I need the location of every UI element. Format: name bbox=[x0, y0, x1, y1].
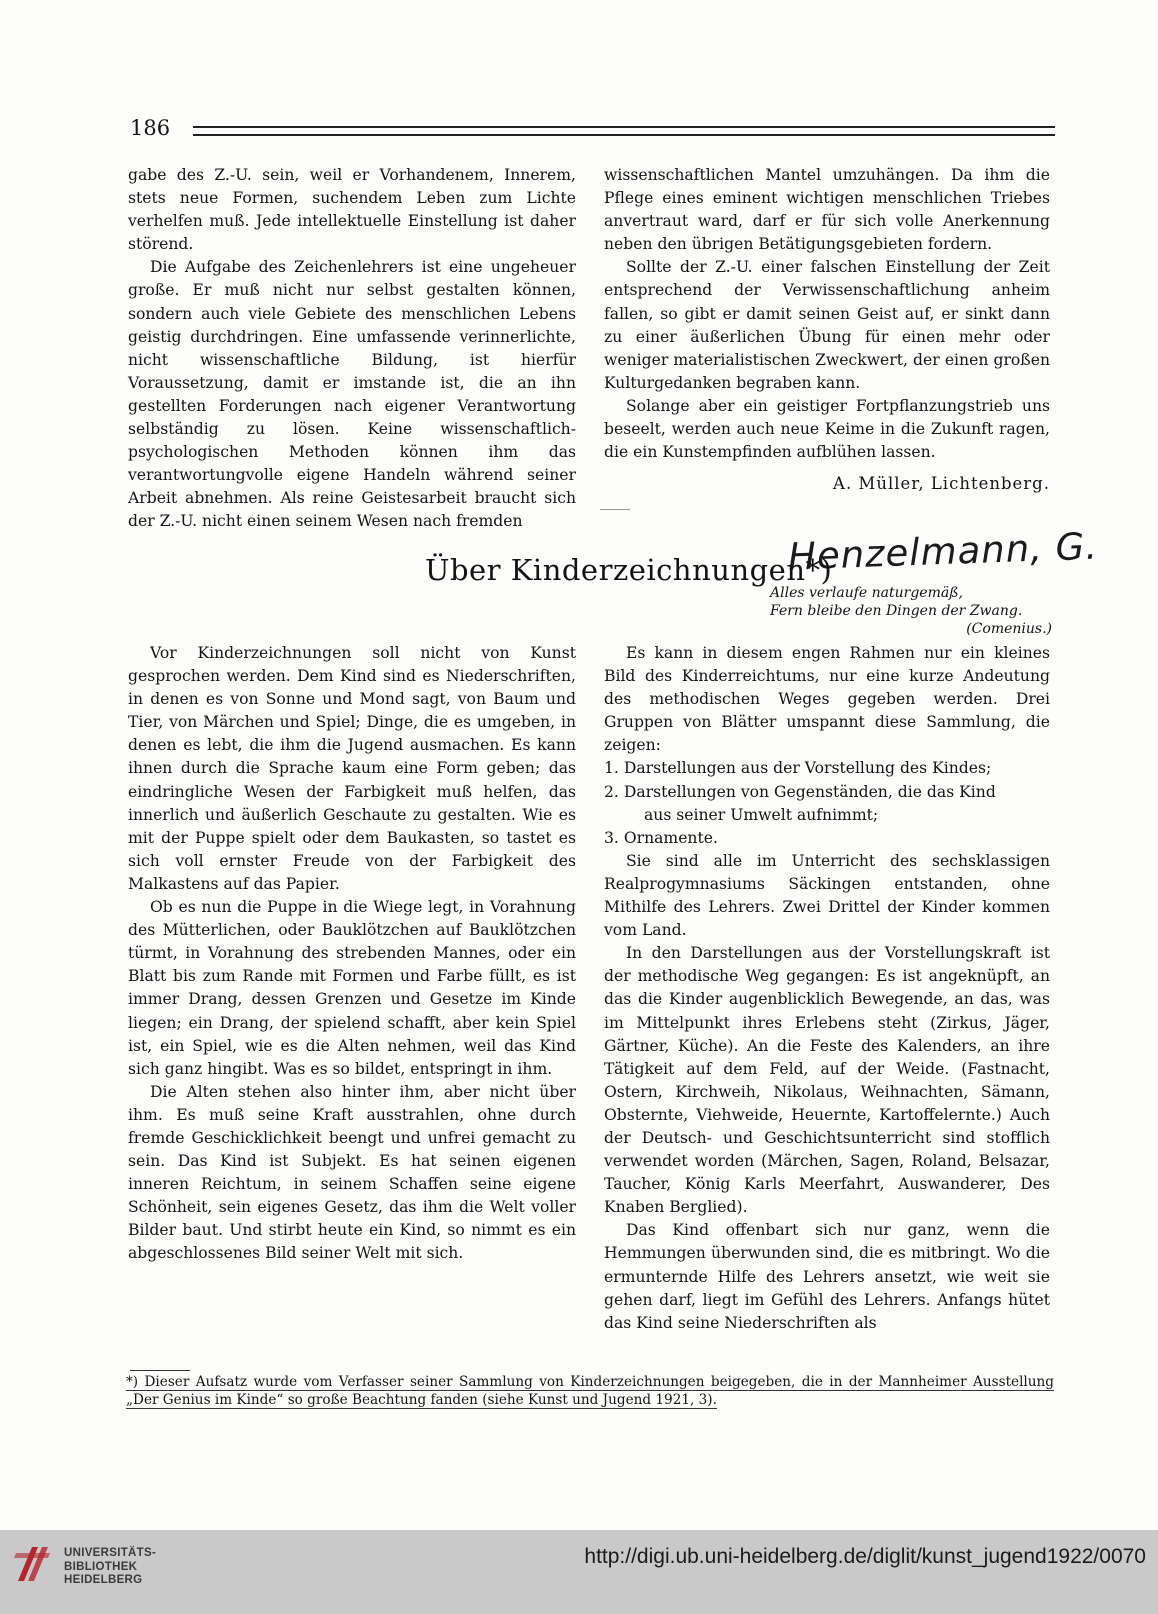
paragraph: Die Aufgabe des Zeichenlehrers ist eine ungeheuer große. Er muß nicht nur selbst gestalten können, sondern auch viele Gebiete des menschlichen Lebens geistig durchdringen. Eine umfassende verinnerlichte, nicht wissenschaftliche Bildung, ist hierfür Voraussetzung, damit er imstande ist, die an ihn gestellten Forderungen nach eigener Verantwortung selbständig zu lösen. Keine wissenschaftlich-psychologischen Methoden können ihm das verantwortungvolle eigene Handeln während seiner Arbeit abnehmen. Als reine Geistesarbeit braucht sich der Z.-U. nicht einen seinem Wesen nach fremden bbox=[128, 258, 576, 531]
bottom-right-column bbox=[604, 642, 1050, 1335]
article-title: Über Kinderzeichnungen*) bbox=[425, 553, 833, 587]
library-name-line: BIBLIOTHEK bbox=[64, 1560, 138, 1573]
paragraph: Das Kind offenbart sich nur ganz, wenn die Hemmungen überwunden sind, die es mitbringt. Wo die ermunternde Hilfe des Lehrers ansetzt, wie weit sie gehen darf, liegt im Gefühl des Lehrers. Anfangs hütet das Kind seine Niederschriften als bbox=[604, 1221, 1050, 1332]
library-name-line: HEIDELBERG bbox=[64, 1574, 143, 1586]
author-signature: A. Müller, Lichtenberg. bbox=[833, 474, 1050, 494]
motto-attribution: (Comenius.) bbox=[966, 621, 1052, 637]
permalink-url[interactable]: http://digi.ub.uni-heidelberg.de/diglit/kunst_jugend1922/0070 bbox=[584, 1545, 1146, 1568]
paragraph: Die Alten stehen also hinter ihm, aber nicht über ihm. Es muß seine Kraft ausstrahlen, ohne durch fremde Geschicklichkeit beengt und unfrei gemacht zu sein. Das Kind ist Subjekt. Es hat seinen eigenen inneren Reichtum, in seinem Schaffen seine eigene Schönheit, sein eigenes Gesetz, das ihm die Welt voller Bilder baut. Und stirbt heute ein Kind, so nimmt es ein abgeschlossenes Bild seiner Welt mit sich. bbox=[128, 1082, 576, 1263]
bottom-left-column bbox=[128, 642, 576, 1266]
library-logo-icon[interactable] bbox=[12, 1541, 56, 1585]
motto bbox=[770, 584, 1052, 638]
paragraph: gabe des Z.-U. sein, weil er Vorhandenem, Innerem, stets neue Formen, suchendem Leben zum Lichte verhelfen muß. Jede intellektuelle Einstellung ist daher störend. bbox=[128, 166, 576, 254]
motto-line: Alles verlaufe naturgemäß, bbox=[770, 585, 963, 601]
header-rule bbox=[193, 126, 1055, 136]
page-number: 186 bbox=[130, 116, 171, 140]
motto-line: Fern bleibe den Dingen der Zwang. bbox=[770, 603, 1023, 619]
library-name-line: UNIVERSITÄTS- bbox=[64, 1547, 157, 1559]
list-item: 1. Darstellungen aus der Vorstellung des Kindes; bbox=[604, 759, 992, 778]
paragraph: wissenschaftlichen Mantel umzuhängen. Da ihm die Pflege eines eminent wichtigen menschlichen Triebes anvertraut ward, darf er für sich volle Anerkennung neben den übrigen Betätigungsgebieten fordern. bbox=[604, 166, 1050, 254]
paragraph: In den Darstellungen aus der Vorstellungskraft ist der methodische Weg gegangen: Es ist angeknüpft, an das die Kinder augenblicklich Bewegende, an das, was im Mittelpunkt ihres Erlebens steht (Zirkus, Jäger, Gärtner, Küche). An die Feste des Kalenders, an ihre Tätigkeit auf dem Feld, auf der Weide. (Fastnacht, Ostern, Kirchweih, Nikolaus, Weihnachten, Sämann, Obsternte, Viehweide, Heuernte, Kartoffelernte.) Auch der Deutsch- und Geschichtsunterricht sind stofflich verwendet worden (Märchen, Sagen, Roland, Belsazar, Taucher, König Karls Meerfahrt, Auswanderer, Des Knaben Berglied). bbox=[604, 944, 1050, 1217]
footnote-rule bbox=[130, 1370, 190, 1371]
top-left-column bbox=[128, 164, 576, 534]
list-item: 3. Ornamente. bbox=[604, 828, 718, 847]
top-right-column bbox=[604, 164, 1050, 495]
footnote-text: *) Dieser Aufsatz wurde vom Verfasser seiner Sammlung von Kinderzeichnungen beigegeben, die in der Mannheimer Ausstellung „Der Genius im Kinde“ so große Beachtung fanden (siehe Kunst und Jugend 1921, 3). bbox=[126, 1374, 1054, 1408]
paragraph: Sie sind alle im Unterricht des sechsklassigen Realprogymnasiums Säckingen entstanden, ohne Mithilfe des Lehrers. Zwei Drittel der Kinder kommen vom Land. bbox=[604, 851, 1050, 940]
paragraph: Solange aber ein geistiger Fortpflanzungstrieb uns beseelt, werden auch neue Keime in die Zukunft ragen, die ein Kunstempfinden aufblühen lassen. bbox=[604, 396, 1050, 462]
paragraph: Ob es nun die Puppe in die Wiege legt, in Vorahnung des Mütterlichen, oder Bauklötzchen auf Bauklötzchen türmt, in Vorahnung des strebenden Mannes, oder ein Blatt bis zum Rande mit Formen und Farbe füllt, es ist immer Drang, dessen Grenzen und Gesetze im Kinde liegen; ein Drang, der spielend schafft, aber kein Spiel ist, ein Spiel, wie es die Alten nehmen, weil das Kind sich ganz hingibt. Was es so bildet, entspringt in ihm. bbox=[128, 898, 576, 1078]
paragraph: Vor Kinderzeichnungen soll nicht von Kunst gesprochen werden. Dem Kind sind es Niederschriften, in denen es von Sonne und Mond sagt, von Baum und Tier, von Märchen und Spiel; Dinge, die es umgeben, in denen es lebt, die ihm die Jugend ausmachen. Es kann ihnen durch die Sprache kaum eine Form geben; das eindringliche Wesen der Farbigkeit muß helfen, das innerlich und äußerlich Geschaute zu gestalten. Wie es mit der Puppe spielt oder dem Baukasten, so tastet es sich voll ernster Freude von der Farbigkeit des Malkastens auf das Papier. bbox=[128, 644, 576, 893]
library-name[interactable] bbox=[64, 1547, 156, 1588]
list-item: 2. Darstellungen von Gegenständen, die das Kind bbox=[604, 782, 996, 801]
handwritten-annotation: Henzelmann, G. bbox=[787, 524, 1099, 579]
list-item-continuation: aus seiner Umwelt aufnimmt; bbox=[644, 805, 879, 824]
viewer-footer bbox=[0, 1530, 1158, 1614]
paragraph: Sollte der Z.-U. einer falschen Einstellung der Zeit entsprechend der Verwissenschaftlichung anheim fallen, so gibt er damit seinen Geist auf, er sinkt dann zu einer äußerlichen Übung für einen mehr oder weniger materialistischen Zweckwert, der einen großen Kulturgedanken begraben kann. bbox=[604, 258, 1050, 392]
paragraph: Es kann in diesem engen Rahmen nur ein kleines Bild des Kinderreichtums, nur eine kurze Andeutung des methodischen Weges gegeben werden. Drei Gruppen von Blätter umspannt diese Sammlung, die zeigen: bbox=[604, 644, 1050, 755]
numbered-list bbox=[604, 757, 1050, 849]
footnote bbox=[126, 1373, 1054, 1409]
section-divider bbox=[600, 509, 630, 510]
